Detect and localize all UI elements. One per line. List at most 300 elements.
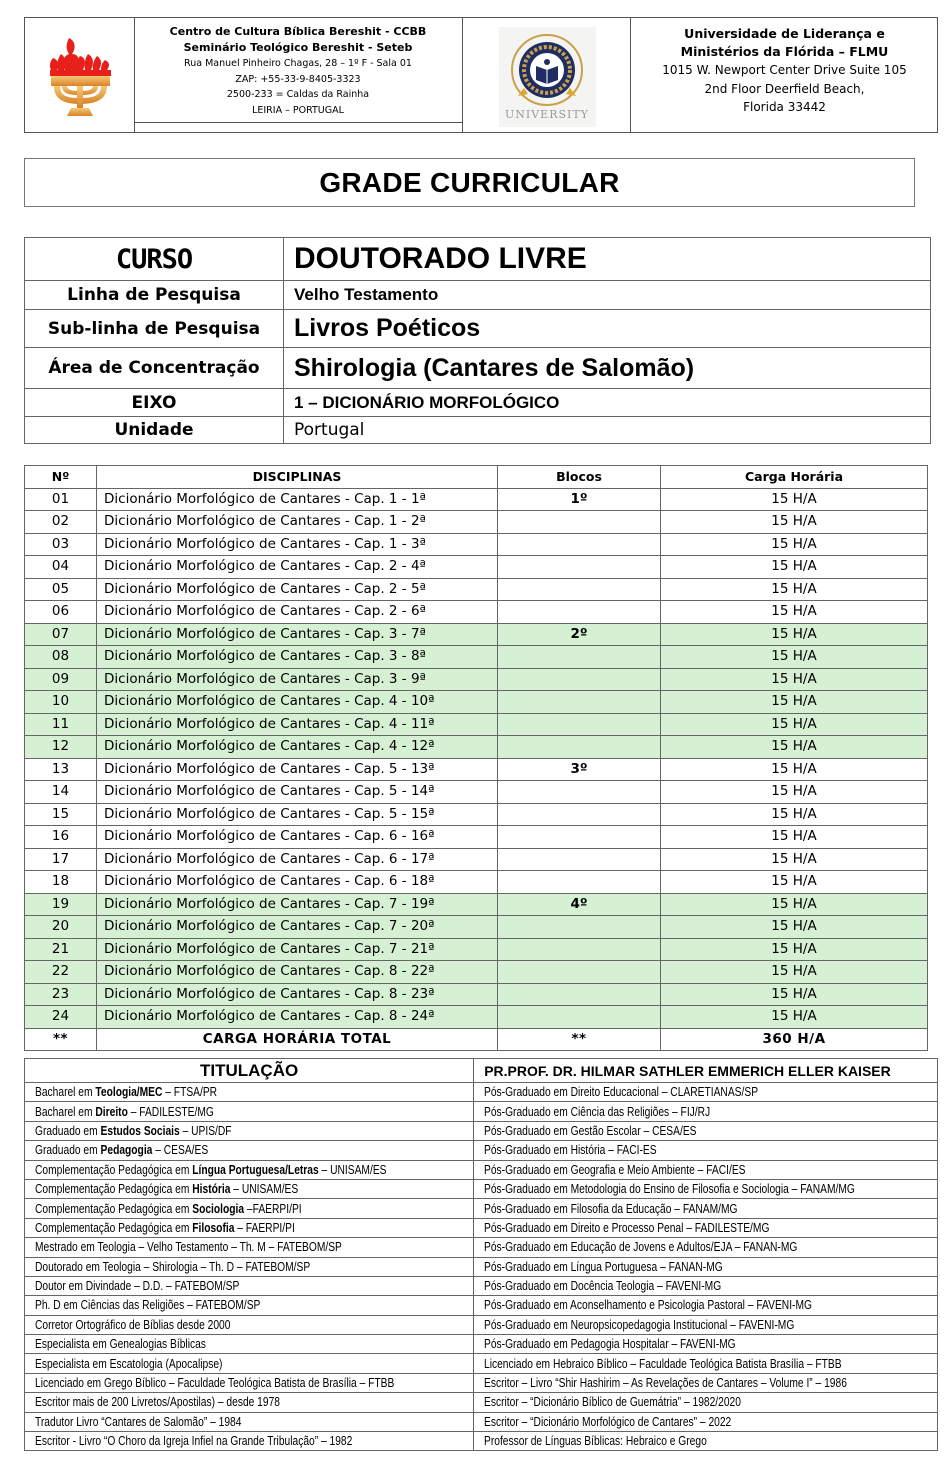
discipline-carga: 15 H/A — [661, 533, 928, 556]
discipline-bloco — [498, 848, 661, 871]
credential-row — [25, 1179, 938, 1198]
discipline-number: 02 — [25, 511, 97, 534]
credential-row — [25, 1432, 938, 1451]
professor-credential-text: Escritor – “Dicionário Bíblico de Guemátria” – 1982/2020 — [484, 1395, 742, 1410]
menorah-flame-logo-icon — [25, 18, 134, 132]
discipline-row — [25, 713, 928, 736]
discipline-name: Dicionário Morfológico de Cantares - Cap. 3 - 9ª — [97, 668, 498, 691]
professor-credential-text: Pós-Graduado em Docência Teologia – FAVENI-MG — [484, 1279, 722, 1294]
discipline-bloco — [498, 916, 661, 939]
discipline-bloco — [498, 938, 661, 961]
discipline-number: 07 — [25, 623, 97, 646]
titulacao-text — [35, 1335, 206, 1353]
discipline-row — [25, 871, 928, 894]
discipline-row — [25, 803, 928, 826]
discipline-row — [25, 826, 928, 849]
discipline-name: Dicionário Morfológico de Cantares - Cap. 1 - 2ª — [97, 511, 498, 534]
titulacao-item — [25, 1121, 474, 1140]
titulacao-item — [25, 1432, 474, 1451]
discipline-row — [25, 556, 928, 579]
titulacao-text — [35, 1316, 230, 1334]
credential-row — [25, 1393, 938, 1412]
discipline-row — [25, 601, 928, 624]
credentials-header-row — [25, 1059, 938, 1083]
discipline-name: Dicionário Morfológico de Cantares - Cap. 6 - 16ª — [97, 826, 498, 849]
professor-credential-text: Pós-Graduado em Educação de Jovens e Adultos/EJA – FANAN-MG — [484, 1240, 798, 1255]
titulacao-text — [35, 1219, 295, 1237]
course-info-row — [25, 348, 931, 389]
credential-row — [25, 1160, 938, 1179]
discipline-row — [25, 916, 928, 939]
discipline-number: 10 — [25, 691, 97, 714]
credentials-body — [25, 1083, 938, 1451]
titulacao-text — [35, 1103, 214, 1121]
flmu-name-line1: Universidade de Liderança e — [684, 26, 885, 41]
discipline-carga: 15 H/A — [661, 916, 928, 939]
discipline-name: Dicionário Morfológico de Cantares - Cap. 6 - 18ª — [97, 871, 498, 894]
disciplines-table — [24, 465, 928, 1051]
discipline-name: Dicionário Morfológico de Cantares - Cap. 2 - 4ª — [97, 556, 498, 579]
discipline-carga: 15 H/A — [661, 601, 928, 624]
credential-row — [25, 1335, 938, 1354]
credential-row — [25, 1315, 938, 1334]
titulacao-subject: Filosofia — [192, 1220, 235, 1235]
credential-row — [25, 1296, 938, 1315]
titulacao-item — [25, 1199, 474, 1218]
letterhead — [24, 17, 938, 133]
discipline-number: 11 — [25, 713, 97, 736]
titulacao-institution: – FAERPI/PI — [234, 1220, 295, 1235]
discipline-row — [25, 938, 928, 961]
discipline-carga: 15 H/A — [661, 713, 928, 736]
discipline-carga: 15 H/A — [661, 578, 928, 601]
ccbb-address-block — [134, 18, 463, 123]
research-line-value: Velho Testamento — [284, 281, 931, 310]
professor-credential-text: Professor de Línguas Bíblicas: Hebraico e Grego — [484, 1434, 707, 1449]
discipline-bloco — [498, 668, 661, 691]
discipline-bloco: 4º — [498, 893, 661, 916]
discipline-bloco: 1º — [498, 488, 661, 511]
discipline-number: 18 — [25, 871, 97, 894]
course-info-row — [25, 281, 931, 310]
professor-credential-item — [474, 1373, 937, 1392]
credential-row — [25, 1257, 938, 1276]
professor-credential-text: Pós-Graduado em Neuropsicopedagogia Institucional – FAVENI-MG — [484, 1317, 795, 1332]
discipline-carga: 15 H/A — [661, 758, 928, 781]
discipline-carga: 15 H/A — [661, 826, 928, 849]
titulacao-item — [25, 1354, 474, 1373]
page-title: GRADE CURRICULAR — [24, 158, 915, 207]
professor-credential-text: Pós-Graduado em Geografia e Meio Ambiente – FACI/ES — [484, 1162, 746, 1177]
discipline-carga: 15 H/A — [661, 781, 928, 804]
discipline-carga: 15 H/A — [661, 983, 928, 1006]
header-blocos: Blocos — [498, 466, 661, 489]
titulacao-prefix: Graduado em — [35, 1143, 101, 1158]
discipline-carga: 15 H/A — [661, 938, 928, 961]
unit-value: Portugal — [284, 417, 931, 444]
discipline-number: 05 — [25, 578, 97, 601]
ccbb-address: Rua Manuel Pinheiro Chagas, 28 – 1º F - Sala 01 — [184, 58, 412, 69]
discipline-bloco — [498, 826, 661, 849]
discipline-name: Dicionário Morfológico de Cantares - Cap. 2 - 6ª — [97, 601, 498, 624]
discipline-row — [25, 1006, 928, 1029]
discipline-carga: 15 H/A — [661, 1006, 928, 1029]
professor-credential-text: Escritor – Livro “Shir Hashirim – As Revelações de Cantares – Volume I” – 1986 — [484, 1376, 848, 1391]
titulacao-item — [25, 1141, 474, 1160]
axis-value: 1 – DICIONÁRIO MORFOLÓGICO — [284, 389, 931, 417]
credential-row — [25, 1218, 938, 1237]
professor-name-header: PR.PROF. DR. HILMAR SATHLER EMMERICH ELLER KAISER — [474, 1059, 937, 1083]
discipline-carga: 15 H/A — [661, 623, 928, 646]
professor-credential-text: Pós-Graduado em Direito e Processo Penal – FADILESTE/MG — [484, 1220, 770, 1235]
course-info-row — [25, 417, 931, 444]
titulacao-prefix: Especialista em Escatologia (Apocalipse) — [35, 1356, 223, 1371]
professor-credential-text: Pós-Graduado em Filosofia da Educação – FANAM/MG — [484, 1201, 738, 1216]
discipline-row — [25, 758, 928, 781]
ccbb-name: Centro de Cultura Bíblica Bereshit - CCBB — [169, 25, 427, 38]
professor-credential-item — [474, 1083, 937, 1102]
discipline-name: Dicionário Morfológico de Cantares - Cap. 1 - 3ª — [97, 533, 498, 556]
total-label: CARGA HORÁRIA TOTAL — [97, 1028, 498, 1051]
credential-row — [25, 1083, 938, 1102]
credential-row — [25, 1354, 938, 1373]
titulacao-item — [25, 1276, 474, 1295]
discipline-number: 22 — [25, 961, 97, 984]
discipline-bloco — [498, 691, 661, 714]
titulacao-subject: Língua Portuguesa/Letras — [192, 1162, 319, 1177]
seal-university-text: UNIVERSITY — [505, 108, 589, 121]
discipline-name: Dicionário Morfológico de Cantares - Cap. 5 - 15ª — [97, 803, 498, 826]
disciplines-body — [25, 488, 928, 1028]
discipline-number: 12 — [25, 736, 97, 759]
professor-credential-item — [474, 1315, 937, 1334]
discipline-carga: 15 H/A — [661, 691, 928, 714]
professor-credential-text: Pós-Graduado em História – FACI-ES — [484, 1143, 657, 1158]
titulacao-prefix: Graduado em — [35, 1123, 101, 1138]
discipline-bloco — [498, 533, 661, 556]
professor-credential-item — [474, 1432, 937, 1451]
titulacao-subject: História — [192, 1182, 231, 1197]
titulacao-item — [25, 1160, 474, 1179]
course-value: DOUTORADO LIVRE — [284, 238, 931, 281]
discipline-carga: 15 H/A — [661, 848, 928, 871]
discipline-name: Dicionário Morfológico de Cantares - Cap. 2 - 5ª — [97, 578, 498, 601]
discipline-number: 08 — [25, 646, 97, 669]
discipline-bloco — [498, 961, 661, 984]
credential-row — [25, 1276, 938, 1295]
discipline-number: 16 — [25, 826, 97, 849]
titulacao-text — [35, 1083, 217, 1101]
flmu-address-block — [630, 18, 938, 132]
credential-row — [25, 1199, 938, 1218]
professor-credential-item — [474, 1160, 937, 1179]
titulacao-item — [25, 1083, 474, 1102]
seteb-name: Seminário Teológico Bereshit - Seteb — [183, 41, 413, 54]
titulacao-prefix: Doutorado em Teologia – Shirologia – Th. D – FATEBOM/SP — [35, 1259, 311, 1274]
credential-row — [25, 1102, 938, 1121]
titulacao-text — [35, 1277, 239, 1295]
disciplines-header-row — [25, 466, 928, 489]
discipline-name: Dicionário Morfológico de Cantares - Cap. 4 - 11ª — [97, 713, 498, 736]
titulacao-institution: – UPIS/DF — [179, 1123, 232, 1138]
professor-credential-item — [474, 1102, 937, 1121]
discipline-row — [25, 488, 928, 511]
professor-credential-item — [474, 1199, 937, 1218]
professor-credential-item — [474, 1393, 937, 1412]
credentials-table — [24, 1058, 938, 1451]
discipline-row — [25, 983, 928, 1006]
titulacao-prefix: Mestrado em Teologia – Velho Testamento – Th. M – FATEBOM/SP — [35, 1240, 342, 1255]
discipline-name: Dicionário Morfológico de Cantares - Cap. 7 - 19ª — [97, 893, 498, 916]
titulacao-prefix: Bacharel em — [35, 1104, 96, 1119]
professor-credential-text: Pós-Graduado em Língua Portuguesa – FANAN-MG — [484, 1259, 723, 1274]
flmu-address3: Florida 33442 — [743, 100, 826, 114]
discipline-bloco — [498, 736, 661, 759]
titulacao-prefix: Bacharel em — [35, 1085, 96, 1100]
titulacao-prefix: Complementação Pedagógica em — [35, 1182, 193, 1197]
titulacao-text — [35, 1122, 232, 1140]
discipline-number: 06 — [25, 601, 97, 624]
discipline-number: 04 — [25, 556, 97, 579]
professor-credential-item — [474, 1412, 937, 1431]
discipline-row — [25, 533, 928, 556]
titulacao-item — [25, 1296, 474, 1315]
titulacao-item — [25, 1412, 474, 1431]
discipline-carga: 15 H/A — [661, 488, 928, 511]
discipline-carga: 15 H/A — [661, 736, 928, 759]
credential-row — [25, 1238, 938, 1257]
discipline-name: Dicionário Morfológico de Cantares - Cap. 7 - 21ª — [97, 938, 498, 961]
titulacao-text — [35, 1180, 298, 1198]
titulacao-institution: – UNISAM/ES — [230, 1182, 299, 1197]
professor-credential-item — [474, 1335, 937, 1354]
titulacao-item — [25, 1335, 474, 1354]
course-info-table — [24, 237, 931, 444]
discipline-name: Dicionário Morfológico de Cantares - Cap. 8 - 22ª — [97, 961, 498, 984]
discipline-row — [25, 961, 928, 984]
titulacao-institution: –FAERPI/PI — [244, 1201, 302, 1216]
discipline-bloco — [498, 871, 661, 894]
university-seal-icon — [462, 18, 630, 132]
discipline-name: Dicionário Morfológico de Cantares - Cap. 6 - 17ª — [97, 848, 498, 871]
discipline-number: 19 — [25, 893, 97, 916]
discipline-number: 24 — [25, 1006, 97, 1029]
discipline-row — [25, 623, 928, 646]
flmu-address1: 1015 W. Newport Center Drive Suite 105 — [662, 63, 907, 77]
research-line-label: Linha de Pesquisa — [25, 281, 284, 310]
total-carga: 360 H/A — [661, 1028, 928, 1051]
ccbb-postal: 2500-233 = Caldas da Rainha — [226, 89, 370, 100]
titulacao-text — [35, 1374, 394, 1392]
discipline-bloco — [498, 713, 661, 736]
titulacao-prefix: Escritor - Livro “O Choro da Igreja Infiel na Grande Tribulação” – 1982 — [35, 1434, 353, 1449]
discipline-row — [25, 646, 928, 669]
discipline-name: Dicionário Morfológico de Cantares - Cap. 4 - 12ª — [97, 736, 498, 759]
titulacao-subject: Sociologia — [192, 1201, 245, 1216]
course-info-row — [25, 310, 931, 348]
discipline-carga: 15 H/A — [661, 893, 928, 916]
discipline-carga: 15 H/A — [661, 646, 928, 669]
discipline-bloco: 3º — [498, 758, 661, 781]
titulacao-subject: Estudos Sociais — [100, 1123, 180, 1138]
flmu-logo — [462, 18, 630, 132]
header-carga-horaria: Carga Horária — [661, 466, 928, 489]
discipline-carga: 15 H/A — [661, 556, 928, 579]
discipline-carga: 15 H/A — [661, 511, 928, 534]
discipline-name: Dicionário Morfológico de Cantares - Cap. 8 - 23ª — [97, 983, 498, 1006]
discipline-row — [25, 691, 928, 714]
titulacao-prefix: Licenciado em Grego Bíblico – Faculdade Teológica Batista de Brasília – FTBB — [35, 1376, 395, 1391]
credential-row — [25, 1121, 938, 1140]
professor-credential-item — [474, 1276, 937, 1295]
titulacao-subject: Direito — [95, 1104, 128, 1119]
professor-credential-item — [474, 1257, 937, 1276]
titulacao-header: TITULAÇÃO — [25, 1059, 474, 1083]
concentration-area-value: Shirologia (Cantares de Salomão) — [284, 348, 931, 389]
professor-credential-text: Pós-Graduado em Ciência das Religiões – FIJ/RJ — [484, 1104, 711, 1119]
titulacao-institution: – CESA/ES — [152, 1143, 209, 1158]
professor-credential-item — [474, 1179, 937, 1198]
titulacao-text — [35, 1161, 386, 1179]
discipline-name: Dicionário Morfológico de Cantares - Cap. 7 - 20ª — [97, 916, 498, 939]
titulacao-subject: Pedagogia — [100, 1143, 153, 1158]
header-no: Nº — [25, 466, 97, 489]
discipline-name: Dicionário Morfológico de Cantares - Cap. 1 - 1ª — [97, 488, 498, 511]
discipline-bloco — [498, 601, 661, 624]
professor-credential-item — [474, 1238, 937, 1257]
discipline-name: Dicionário Morfológico de Cantares - Cap. 8 - 24ª — [97, 1006, 498, 1029]
titulacao-prefix: Corretor Ortográfico de Bíblias desde 2000 — [35, 1317, 231, 1332]
discipline-bloco — [498, 578, 661, 601]
professor-credential-text: Pós-Graduado em Direito Educacional – CLARETIANAS/SP — [484, 1085, 759, 1100]
discipline-number: 03 — [25, 533, 97, 556]
discipline-name: Dicionário Morfológico de Cantares - Cap. 4 - 10ª — [97, 691, 498, 714]
discipline-bloco — [498, 511, 661, 534]
discipline-name: Dicionário Morfológico de Cantares - Cap. 5 - 13ª — [97, 758, 498, 781]
discipline-row — [25, 893, 928, 916]
discipline-number: 13 — [25, 758, 97, 781]
discipline-bloco — [498, 803, 661, 826]
titulacao-item — [25, 1238, 474, 1257]
titulacao-subject: Teologia/MEC — [95, 1085, 163, 1100]
titulacao-text — [35, 1238, 342, 1256]
professor-credential-item — [474, 1354, 937, 1373]
discipline-number: 17 — [25, 848, 97, 871]
titulacao-text — [35, 1413, 241, 1431]
professor-credential-item — [474, 1121, 937, 1140]
total-row — [25, 1028, 928, 1051]
titulacao-item — [25, 1315, 474, 1334]
discipline-number: 23 — [25, 983, 97, 1006]
sub-research-line-value: Livros Poéticos — [284, 310, 931, 348]
professor-credential-text: Escritor – “Dicionário Morfológico de Cantares” – 2022 — [484, 1414, 732, 1429]
discipline-carga: 15 H/A — [661, 961, 928, 984]
discipline-bloco — [498, 1006, 661, 1029]
titulacao-item — [25, 1373, 474, 1392]
discipline-bloco — [498, 983, 661, 1006]
discipline-row — [25, 781, 928, 804]
professor-credential-item — [474, 1218, 937, 1237]
titulacao-institution: – UNISAM/ES — [318, 1162, 387, 1177]
discipline-bloco: 2º — [498, 623, 661, 646]
ccbb-city: LEIRIA – PORTUGAL — [252, 104, 344, 116]
flmu-name-line2: Ministérios da Flórida – FLMU — [680, 44, 889, 59]
discipline-row — [25, 848, 928, 871]
discipline-name: Dicionário Morfológico de Cantares - Cap. 3 - 8ª — [97, 646, 498, 669]
ccbb-logo — [25, 18, 135, 132]
total-bloco: ** — [498, 1028, 661, 1051]
course-label: CURSO — [25, 238, 284, 281]
titulacao-text — [35, 1432, 352, 1450]
discipline-name: Dicionário Morfológico de Cantares - Cap. 3 - 7ª — [97, 623, 498, 646]
titulacao-text — [35, 1200, 302, 1218]
professor-credential-text: Pós-Graduado em Pedagogia Hospitalar – FAVENI-MG — [484, 1337, 736, 1352]
titulacao-item — [25, 1179, 474, 1198]
sub-research-line-label: Sub-linha de Pesquisa — [25, 310, 284, 348]
discipline-row — [25, 736, 928, 759]
course-info-row — [25, 389, 931, 417]
concentration-area-label: Área de Concentração — [25, 348, 284, 389]
credential-row — [25, 1373, 938, 1392]
titulacao-prefix: Complementação Pedagógica em — [35, 1162, 193, 1177]
credential-row — [25, 1412, 938, 1431]
titulacao-text — [35, 1355, 222, 1373]
discipline-name: Dicionário Morfológico de Cantares - Cap. 5 - 14ª — [97, 781, 498, 804]
discipline-number: 09 — [25, 668, 97, 691]
titulacao-prefix: Escritor mais de 200 Livretos/Apostilas) – desde 1978 — [35, 1395, 281, 1410]
discipline-number: 14 — [25, 781, 97, 804]
discipline-number: 20 — [25, 916, 97, 939]
discipline-number: 15 — [25, 803, 97, 826]
titulacao-text — [35, 1141, 208, 1159]
discipline-row — [25, 668, 928, 691]
titulacao-text — [35, 1296, 260, 1314]
titulacao-prefix: Tradutor Livro “Cantares de Salomão” – 1984 — [35, 1414, 242, 1429]
flmu-address2: 2nd Floor Deerfield Beach, — [704, 81, 865, 96]
titulacao-institution: – FADILESTE/MG — [127, 1104, 214, 1119]
titulacao-prefix: Especialista em Genealogias Bíblicas — [35, 1337, 206, 1352]
discipline-row — [25, 511, 928, 534]
titulacao-item — [25, 1393, 474, 1412]
ccbb-phone: ZAP: +55-33-9-8405-3323 — [235, 73, 361, 85]
professor-credential-text: Pós-Graduado em Gestão Escolar – CESA/ES — [484, 1123, 697, 1138]
titulacao-item — [25, 1218, 474, 1237]
professor-credential-item — [474, 1141, 937, 1160]
discipline-number: 21 — [25, 938, 97, 961]
discipline-row — [25, 578, 928, 601]
discipline-carga: 15 H/A — [661, 668, 928, 691]
course-info-row — [25, 238, 931, 281]
titulacao-text — [35, 1393, 280, 1411]
professor-credential-text: Pós-Graduado em Aconselhamento e Psicologia Pastoral – FAVENI-MG — [484, 1298, 813, 1313]
credential-row — [25, 1141, 938, 1160]
titulacao-prefix: Complementação Pedagógica em — [35, 1220, 193, 1235]
discipline-carga: 15 H/A — [661, 871, 928, 894]
titulacao-item — [25, 1257, 474, 1276]
unit-label: Unidade — [25, 417, 284, 444]
professor-credential-text: Pós-Graduado em Metodologia do Ensino de Filosofia e Sociologia – FANAM/MG — [484, 1182, 856, 1197]
titulacao-item — [25, 1102, 474, 1121]
discipline-bloco — [498, 646, 661, 669]
titulacao-institution: – FTSA/PR — [162, 1085, 218, 1100]
titulacao-prefix: Doutor em Divindade – D.D. – FATEBOM/SP — [35, 1279, 240, 1294]
discipline-bloco — [498, 781, 661, 804]
discipline-carga: 15 H/A — [661, 803, 928, 826]
titulacao-prefix: Complementação Pedagógica em — [35, 1201, 193, 1216]
titulacao-text — [35, 1258, 310, 1276]
header-divider — [134, 122, 463, 132]
professor-credential-item — [474, 1296, 937, 1315]
